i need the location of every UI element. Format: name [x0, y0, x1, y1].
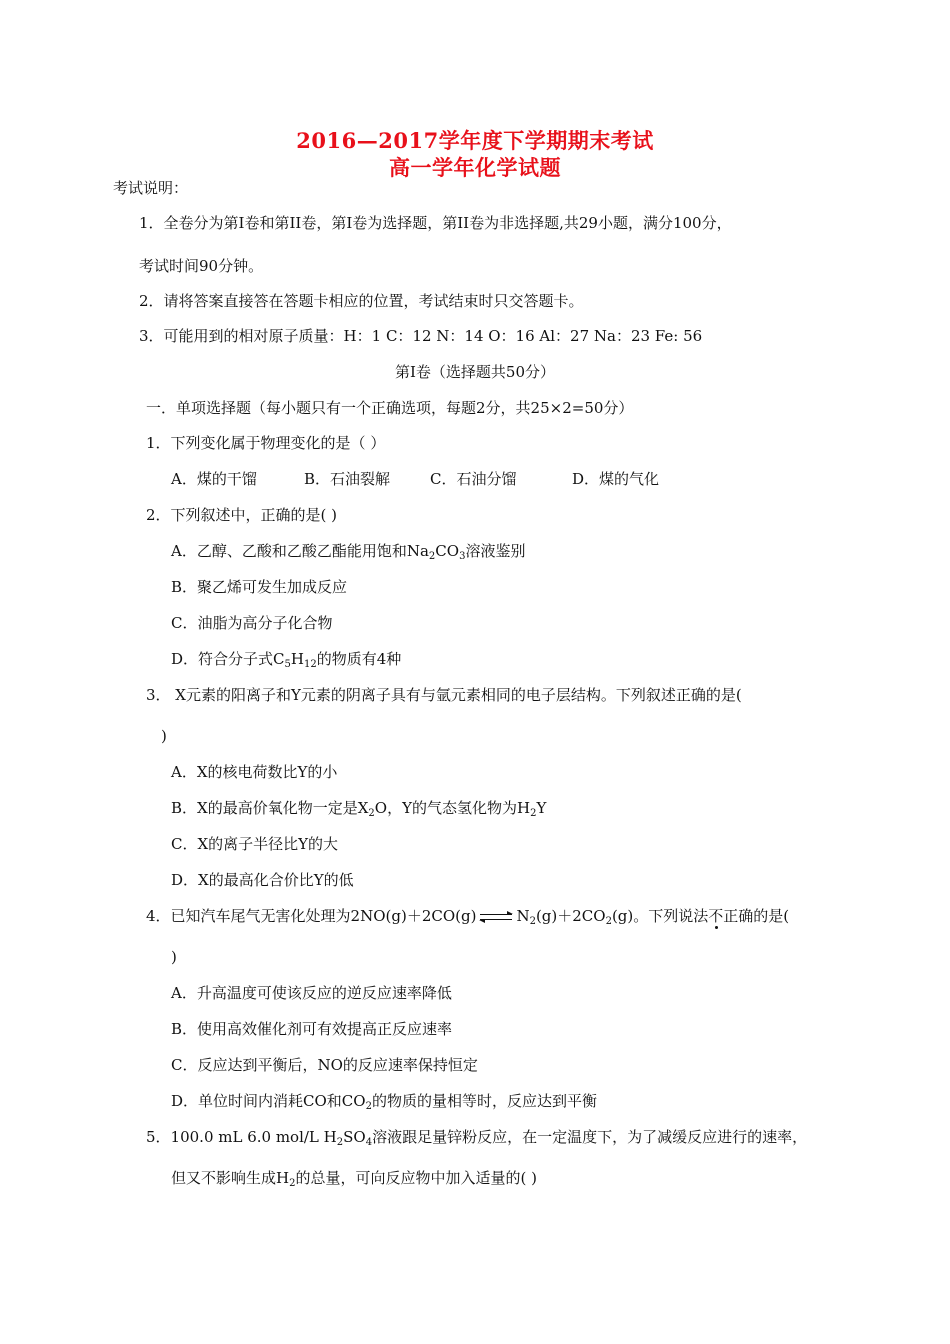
question-4-option-a: A．升高温度可使该反应的逆反应速率降低 [171, 984, 452, 1002]
part-heading: 一．单项选择题（每小题只有一个正确选项，每题2分，共25×2=50分） [146, 399, 634, 417]
question-4-stem: 4．已知汽车尾气无害化处理为2NO(g)＋2CO(g) $N_2(g)+2CO_2(g)$。下列说法不正确的是( [146, 907, 790, 927]
instruction-item-3: 3．可能用到的相对原子质量：H：1 C：12 N：14 O：16 Al：27 Na：23 Fe: 56 [139, 327, 703, 345]
exam-subtitle: 高一学年化学试题 [389, 155, 561, 180]
question-1-stem: 1．下列变化属于物理变化的是（ ） [146, 434, 386, 452]
instructions-heading: 考试说明： [113, 179, 189, 197]
question-2-option-d: D．符合分子式$C_5H_{12}$的物质有4种 [171, 650, 402, 670]
question-2-option-a: A．乙醇、乙酸和乙酸乙酯能用饱和$Na_2CO_3$溶液鉴别 [171, 542, 526, 562]
question-2-option-c: C．油脂为高分子化合物 [171, 614, 333, 632]
question-4-option-c: C．反应达到平衡后，NO的反应速率保持恒定 [171, 1056, 478, 1074]
question-4-option-b: B．使用高效催化剂可有效提高正反应速率 [171, 1020, 453, 1038]
question-2-option-b: B．聚乙烯可发生加成反应 [171, 578, 348, 596]
question-3-stem: 3． X元素的阳离子和Y元素的阴离子具有与氩元素相同的电子层结构。下列叙述正确的是( [146, 686, 742, 704]
section-title: 第Ⅰ卷（选择题共50分） [394, 363, 555, 381]
question-5-stem-cont: 但又不影响生成$H_2$的总量，可向反应物中加入适量的( ) [171, 1169, 537, 1189]
question-2-stem: 2．下列叙述中，正确的是( ) [146, 506, 338, 524]
question-3-option-c: C．X的离子半径比Y的大 [171, 835, 339, 853]
question-4-stem-cont: ) [171, 948, 177, 966]
instruction-item-1: 1．全卷分为第Ⅰ卷和第II卷，第Ⅰ卷为选择题，第II卷为非选择题,共29小题，满分100分， [139, 214, 732, 232]
equilibrium-arrow-icon [478, 911, 514, 923]
emphasis-mark: 不 [708, 907, 724, 925]
question-1-option-b: B．石油裂解 [304, 470, 391, 488]
question-3-option-a: A．X的核电荷数比Y的小 [171, 763, 338, 781]
question-1-option-d: D．煤的气化 [572, 470, 660, 488]
instruction-item-2: 2．请将答案直接答在答题卡相应的位置，考试结束时只交答题卡。 [139, 292, 584, 310]
question-3-option-d: D．X的最高化合价比Y的低 [171, 871, 354, 889]
question-1-option-a: A．煤的干馏 [171, 470, 257, 488]
question-3-stem-cont: ) [161, 727, 167, 745]
question-5-stem: 5．100.0 mL 6.0 mol/L $H_2SO_4$溶液跟足量锌粉反应，在一定温度下，为了减缓反应进行的速率， [146, 1128, 808, 1148]
question-3-option-b: B．X的最高价氧化物一定是$X_2O$，Y的气态氢化物为$H_2Y$ [171, 799, 547, 819]
instruction-item-1-cont: 考试时间90分钟。 [139, 257, 264, 275]
question-1-option-c: C．石油分馏 [430, 470, 517, 488]
question-4-option-d: D．单位时间内消耗CO和$CO_2$的物质的量相等时，反应达到平衡 [171, 1092, 597, 1112]
exam-title: 2016—2017学年度下学期期末考试 [296, 128, 654, 153]
